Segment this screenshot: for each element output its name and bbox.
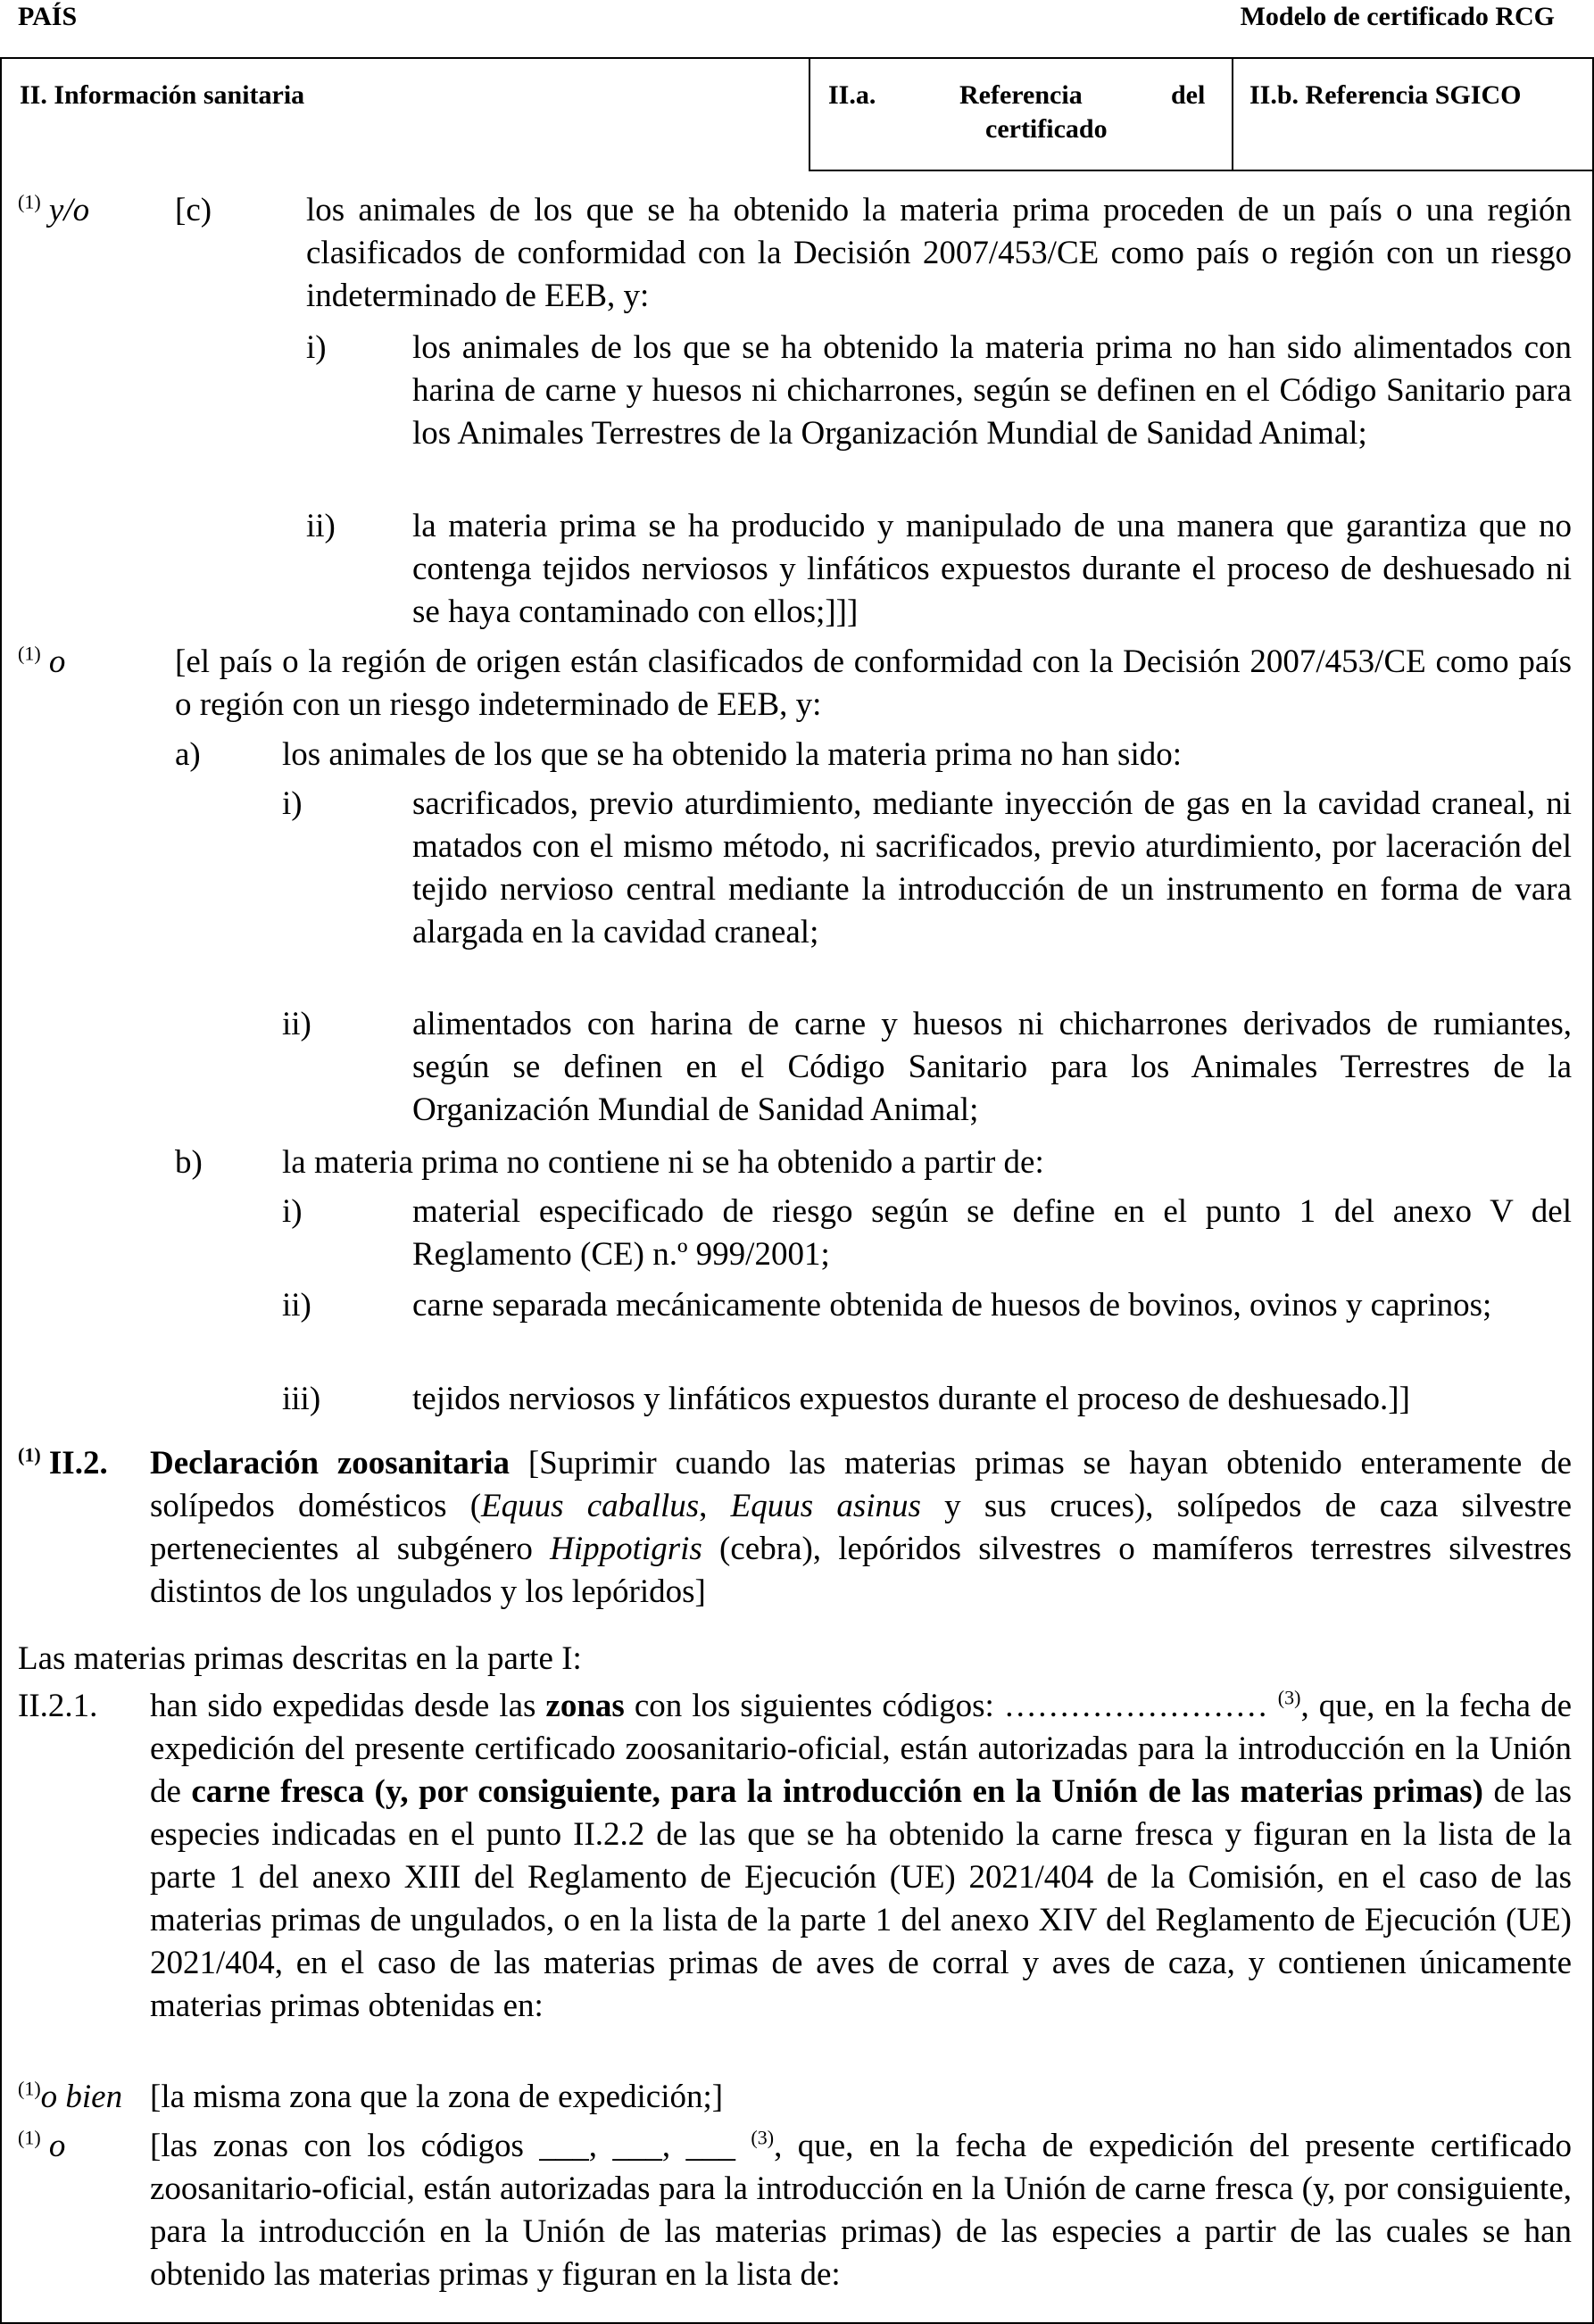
block-c-marker: $^{(1)}$ y/o [18, 190, 90, 228]
ref-b: II.b. Referencia SGICO [1249, 80, 1522, 110]
block-o-b-label: b) [175, 1144, 203, 1181]
block-o-b-item-3-label: iii) [282, 1381, 321, 1417]
block-o-b-item-1-label: i) [282, 1193, 303, 1230]
block-o-a-item-1-text: sacrificados, previo aturdimiento, mediante inyección de gas en la cavidad craneal, ni matados con el mismo método, ni sacrificados, previo aturdimiento, por laceración del tejido nervioso central mediante la introducción de un instrumento en forma de vara alargada en la cavidad craneal; [412, 785, 1572, 950]
ii2-title: Declaración zoosanitaria [150, 1445, 511, 1482]
block-o-a-item-2-label: ii) [282, 1006, 311, 1042]
ii2-text: Declaración zoosanitaria [Suprimir cuando las materias primas se hayan obtenido enteramente de solípedos domésticos (Equus caballus, Equus asinus y sus cruces), solípedos de caza silvestre pertenecientes al subgénero Hippotigris (cebra), lepóridos silvestres o mamíferos terrestres silvestres distintos de los ungulados y los lepóridos] [150, 1445, 1573, 1610]
block-c-item-2-text: la materia prima se ha producido y manipulado de una manera que garantiza que no contenga tejidos nerviosos y linfáticos expuestos durante el proceso de deshuesado ni se haya contaminado con ellos;]]] [412, 508, 1572, 630]
block-o-a-item-2-text: alimentados con harina de carne y huesos ni chicharrones derivados de rumiantes, según se definen en el Código Sanitario para los Animales Terrestres de la Organización Mundial de Sanidad Animal; [412, 1006, 1572, 1128]
block-o-b-item-2-label: ii) [282, 1287, 311, 1324]
obien-marker: $^{(1)}$o bien [18, 2077, 123, 2115]
o-last-marker: $^{(1)}$ o [18, 2126, 66, 2164]
section-title: II. Información sanitaria [20, 80, 305, 110]
block-o-a-text: los animales de los que se ha obtenido la materia prima no han sido: [282, 736, 1182, 773]
block-c-label: [c) [175, 192, 212, 228]
country-label: PAÍS [18, 2, 78, 31]
header-divider-2 [1232, 57, 1233, 171]
block-c-item-1-text: los animales de los que se ha obtenido la materia prima no han sido alimentados con harina de carne y huesos ni chicharrones, según se definen en el Código Sanitario para los Animales Terrestres de la Organización Mundial de Sanidad Animal; [412, 329, 1572, 452]
block-o-a-item-1-label: i) [282, 785, 303, 822]
block-c-item-1-label: i) [306, 329, 327, 366]
header-divider-1 [809, 57, 810, 171]
ii21-text: han sido expedidas desde las zonas con los siguientes códigos: …………………… $^{(3)}$, que, en la fecha de expedición del presente certificado zoosanitario-oficial, están autorizadas para la introducción en la Unión de carne fresca (y, por consiguiente, para la introducción en la Unión de las materias primas) de las especies indicadas en el punto II.2.2 de las que se ha obtenido la carne fresca y figuran en la lista de la parte 1 del anexo XIII del Reglamento de Ejecución (UE) 2021/404 de la Comisión, en el caso de las materias primas de ungulados, o en la lista de la parte 1 del anexo XIV del Reglamento de Ejecución (UE) 2021/404, en el caso de las materias primas de aves de corral y aves de caza, y contienen únicamente materias primas obtenidas en: [150, 1686, 1572, 2024]
o-last-text: [las zonas con los códigos ___, ___, ___ $^{(3)}$, que, en la fecha de expedición del presente certificado zoosanitario-oficial, están autorizadas para la introducción en la Unión de carne fresca (y, por consiguiente, para la introducción en la Unión de las materias primas) de las especies a partir de las cuales se han obtenido las materias primas y figuran en la lista de: [150, 2126, 1572, 2293]
ii21-label: II.2.1. [18, 1688, 98, 1724]
ref-a-label: II.a. [828, 80, 876, 110]
header-bottom-line [809, 170, 1592, 171]
ii2-label: $^{(1)}$ II.2. [18, 1443, 108, 1482]
ref-a-word-1: Referencia [959, 80, 1083, 110]
block-o-b-item-3-text: tejidos nerviosos y linfáticos expuestos durante el proceso de deshuesado.]] [412, 1381, 1410, 1417]
obien-text: [la misma zona que la zona de expedición;] [150, 2079, 724, 2115]
block-o-b-item-1-text: material especificado de riesgo según se define en el punto 1 del anexo V del Reglamento (CE) n.º 999/2001; [412, 1193, 1572, 1273]
block-o-text: [el país o la región de origen están clasificados de conformidad con la Decisión 2007/453/CE como país o región con un riesgo indeterminado de EEB, y: [175, 643, 1572, 723]
intro-text: Las materias primas descritas en la parte I: [18, 1640, 582, 1677]
block-o-marker: $^{(1)}$ o [18, 642, 66, 680]
block-o-a-label: a) [175, 736, 201, 773]
block-c-item-2-label: ii) [306, 508, 336, 544]
ref-a-word-3: certificado [985, 114, 1108, 144]
block-o-b-text: la materia prima no contiene ni se ha obtenido a partir de: [282, 1144, 1044, 1181]
certificate-model: Modelo de certificado RCG [1240, 2, 1555, 31]
block-c-text: los animales de los que se ha obtenido la materia prima proceden de un país o una región clasificados de conformidad con la Decisión 2007/453/CE como país o región con un riesgo indeterminado de EEB, y: [306, 192, 1572, 314]
block-o-b-item-2-text: carne separada mecánicamente obtenida de huesos de bovinos, ovinos y caprinos; [412, 1287, 1492, 1324]
ref-a-word-2: del [1171, 80, 1206, 110]
